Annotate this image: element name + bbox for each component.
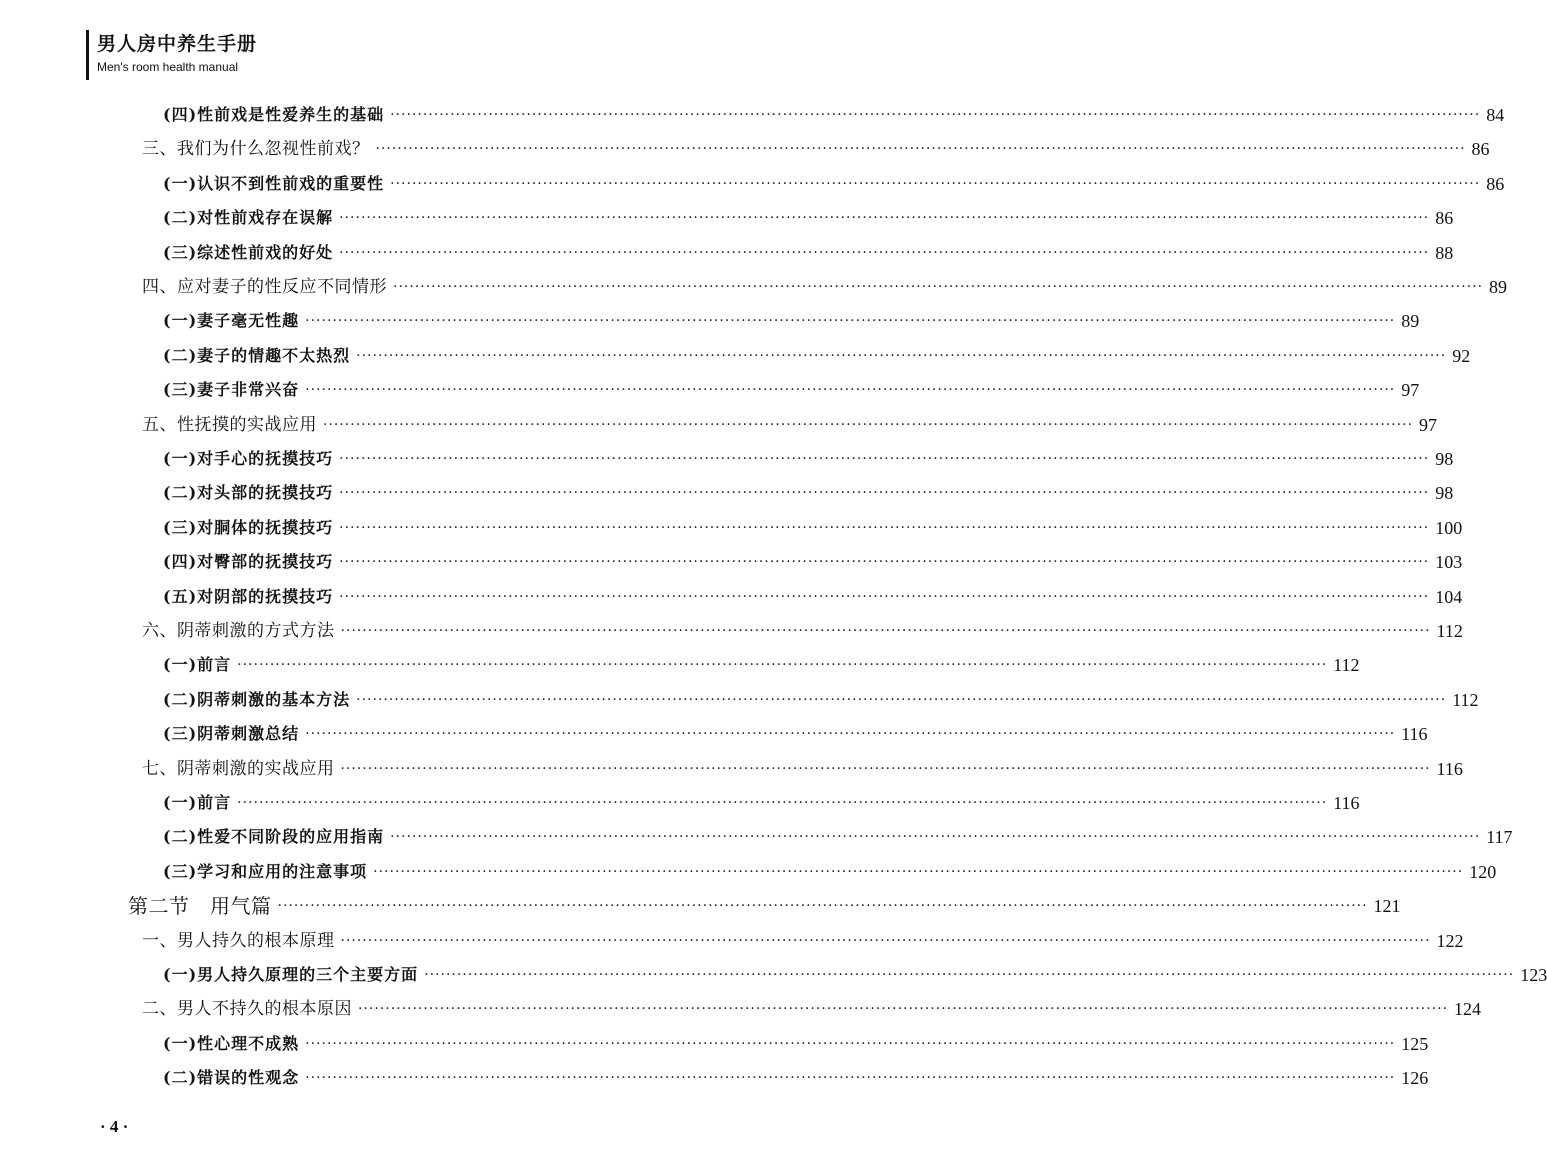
dot-leader: ········································································································································································································ — [305, 1035, 1396, 1052]
dot-leader: ········································································································································································································ — [339, 554, 1430, 571]
toc-entry-title: (二)错误的性观念 — [163, 1068, 300, 1088]
toc-entry-page: 104 — [1435, 586, 1463, 607]
toc-entry-page: 124 — [1454, 999, 1482, 1020]
toc-entry-page: 125 — [1401, 1033, 1429, 1054]
toc-entry-page: 122 — [1436, 930, 1464, 951]
toc-entry-title: 七、阴蒂刺激的实战应用 — [142, 758, 335, 779]
dot-leader: ········································································································································································································ — [323, 416, 1414, 433]
toc-entry[interactable] — [142, 127, 1490, 161]
dot-leader: ········································································································································································································ — [356, 691, 1447, 708]
toc-entry-title: (二)性爱不同阶段的应用指南 — [163, 827, 385, 847]
dot-leader: ········································································································································································································ — [340, 760, 1431, 777]
toc-entry-title: (一)前言 — [163, 655, 232, 675]
toc-entry[interactable] — [163, 334, 1471, 368]
toc-entry[interactable] — [163, 471, 1454, 505]
toc-entry-title: 三、我们为什么忽视性前戏？ — [142, 139, 370, 160]
toc-entry-page: 86 — [1435, 208, 1454, 229]
toc-entry-title: (五)对阴部的抚摸技巧 — [163, 586, 334, 606]
toc-entry-title: (一)认识不到性前戏的重要性 — [163, 173, 385, 193]
toc-entry-page: 123 — [1520, 965, 1547, 985]
toc-entry[interactable] — [163, 678, 1479, 712]
toc-entry[interactable] — [163, 506, 1463, 540]
toc-entry-page: 86 — [1471, 139, 1490, 160]
dot-leader: ········································································································································································································ — [339, 519, 1430, 536]
toc-entry-title: (三)综述性前戏的好处 — [163, 242, 334, 262]
dot-leader: ········································································································································································································ — [340, 623, 1431, 639]
toc-entry[interactable] — [163, 299, 1420, 333]
dot-leader: ········································································································································································································ — [339, 451, 1430, 467]
dot-leader: ········································································································································································································ — [305, 382, 1396, 399]
toc-entry-title: (三)阴蒂刺激总结 — [163, 724, 300, 744]
dot-leader: ········································································································································································································ — [305, 726, 1396, 743]
dot-leader: ········································································································································································································ — [305, 1070, 1396, 1087]
toc-entry-page: 89 — [1401, 311, 1420, 332]
toc-entry-page: 103 — [1435, 552, 1463, 573]
toc-entry-title: 二、男人不持久的根本原因 — [142, 999, 352, 1020]
toc-entry-title: (四)对臀部的抚摸技巧 — [163, 552, 334, 572]
toc-entry-title: (一)前言 — [163, 793, 232, 812]
toc-entry[interactable] — [163, 953, 1547, 987]
dot-leader: ········································································································································································································ — [305, 313, 1396, 330]
toc-entry-title: (三)对胴体的抚摸技巧 — [163, 517, 334, 537]
dot-leader: ········································································································································································································ — [237, 795, 1328, 811]
toc-entry[interactable] — [142, 265, 1508, 299]
toc-entry[interactable] — [142, 987, 1482, 1021]
toc-entry[interactable] — [163, 850, 1497, 884]
toc-entry-page: 92 — [1452, 345, 1471, 366]
toc-entry-page: 116 — [1436, 758, 1463, 779]
dot-leader: ········································································································································································································ — [424, 967, 1515, 983]
toc-entry[interactable] — [163, 540, 1463, 574]
toc-entry-title: 第二节 用气篇 — [128, 894, 272, 919]
dot-leader: ········································································································································································································ — [373, 863, 1464, 880]
toc-entry-title: 四、应对妻子的性反应不同情形 — [142, 277, 387, 297]
dot-leader: ········································································································································································································ — [339, 588, 1430, 605]
toc-entry[interactable] — [163, 1056, 1429, 1090]
toc-entry[interactable] — [142, 403, 1438, 437]
toc-entry-title: (二)对头部的抚摸技巧 — [163, 483, 334, 503]
toc-entry-title: (二)阴蒂刺激的基本方法 — [163, 689, 351, 709]
toc-entry-page: 97 — [1401, 380, 1420, 401]
toc-entry-title: (一)对手心的抚摸技巧 — [163, 449, 334, 468]
toc-entry-page: 116 — [1401, 724, 1428, 745]
dot-leader: ········································································································································································································ — [390, 829, 1481, 846]
toc-entry-title: (三)学习和应用的注意事项 — [163, 861, 368, 881]
toc-entry[interactable] — [163, 781, 1360, 815]
toc-entry[interactable] — [163, 643, 1360, 677]
toc-entry-page: 88 — [1435, 242, 1454, 263]
toc-entry[interactable] — [163, 437, 1454, 471]
toc-entry-page: 97 — [1419, 414, 1438, 435]
dot-leader: ········································································································································································································ — [375, 141, 1466, 158]
dot-leader: ········································································································································································································ — [393, 279, 1484, 295]
toc-entry-page: 100 — [1435, 517, 1463, 538]
dot-leader: ········································································································································································································ — [340, 932, 1431, 949]
dot-leader: ········································································································································································································ — [358, 1001, 1449, 1018]
dot-leader: ········································································································································································································ — [339, 210, 1430, 227]
toc-entry-title: (一)性心理不成熟 — [163, 1033, 300, 1053]
toc-entry-page: 89 — [1489, 277, 1508, 297]
toc-entry[interactable] — [163, 231, 1454, 265]
toc-entry[interactable] — [163, 815, 1513, 849]
dot-leader: ········································································································································································································ — [339, 485, 1430, 502]
toc-entry-title: (二)妻子的情趣不太热烈 — [163, 345, 351, 365]
toc-entry-title: 五、性抚摸的实战应用 — [142, 414, 317, 435]
toc-entry[interactable] — [128, 884, 1401, 919]
dot-leader: ········································································································································································································ — [356, 347, 1447, 364]
toc-entry[interactable] — [163, 1022, 1429, 1056]
toc-entry-title: (一)妻子毫无性趣 — [163, 311, 300, 331]
toc-entry[interactable] — [163, 162, 1505, 196]
toc-entry[interactable] — [142, 919, 1464, 953]
toc-entry-title: 六、阴蒂刺激的方式方法 — [142, 621, 335, 641]
dot-leader: ········································································································································································································ — [339, 244, 1430, 261]
toc-entry-title: (二)对性前戏存在误解 — [163, 208, 334, 228]
toc-entry-page: 86 — [1486, 173, 1505, 194]
toc-entry[interactable] — [142, 747, 1463, 781]
toc-entry-page: 117 — [1486, 827, 1513, 848]
toc-entry[interactable] — [163, 575, 1463, 609]
toc-entry-page: 112 — [1452, 689, 1479, 710]
toc-entry-page: 126 — [1401, 1068, 1429, 1089]
toc-entry-page: 112 — [1436, 621, 1463, 641]
toc-entry-title: 一、男人持久的根本原理 — [142, 930, 335, 951]
toc-entry[interactable] — [163, 196, 1454, 230]
dot-leader: ········································································································································································································ — [277, 898, 1368, 915]
dot-leader: ········································································································································································································ — [237, 657, 1328, 674]
toc-entry[interactable] — [163, 712, 1428, 746]
toc-entry-page: 112 — [1333, 655, 1360, 676]
toc-entry-page: 84 — [1486, 105, 1505, 125]
running-header — [86, 30, 257, 80]
dot-leader: ········································································································································································································ — [390, 175, 1481, 192]
toc-entry-title: (三)妻子非常兴奋 — [163, 380, 300, 400]
toc-entry-title: (四)性前戏是性爱养生的基础 — [163, 105, 385, 124]
toc-entry[interactable] — [163, 368, 1420, 402]
toc-entry-page: 120 — [1469, 861, 1497, 882]
toc-entry[interactable] — [163, 93, 1505, 127]
toc-entry-page: 116 — [1333, 793, 1360, 813]
dot-leader: ········································································································································································································ — [390, 107, 1481, 123]
toc-entry-page: 98 — [1435, 449, 1454, 469]
toc-entry-title: (一)男人持久原理的三个主要方面 — [163, 965, 419, 984]
toc-entry[interactable] — [142, 609, 1463, 643]
page-number: · 4 · — [100, 1117, 129, 1136]
toc-entry-page: 121 — [1373, 896, 1401, 917]
book-title: 男人房中养生手册 — [97, 33, 258, 55]
toc-entry-page: 98 — [1435, 483, 1454, 504]
book-subtitle: Men's room health manual — [97, 60, 239, 74]
